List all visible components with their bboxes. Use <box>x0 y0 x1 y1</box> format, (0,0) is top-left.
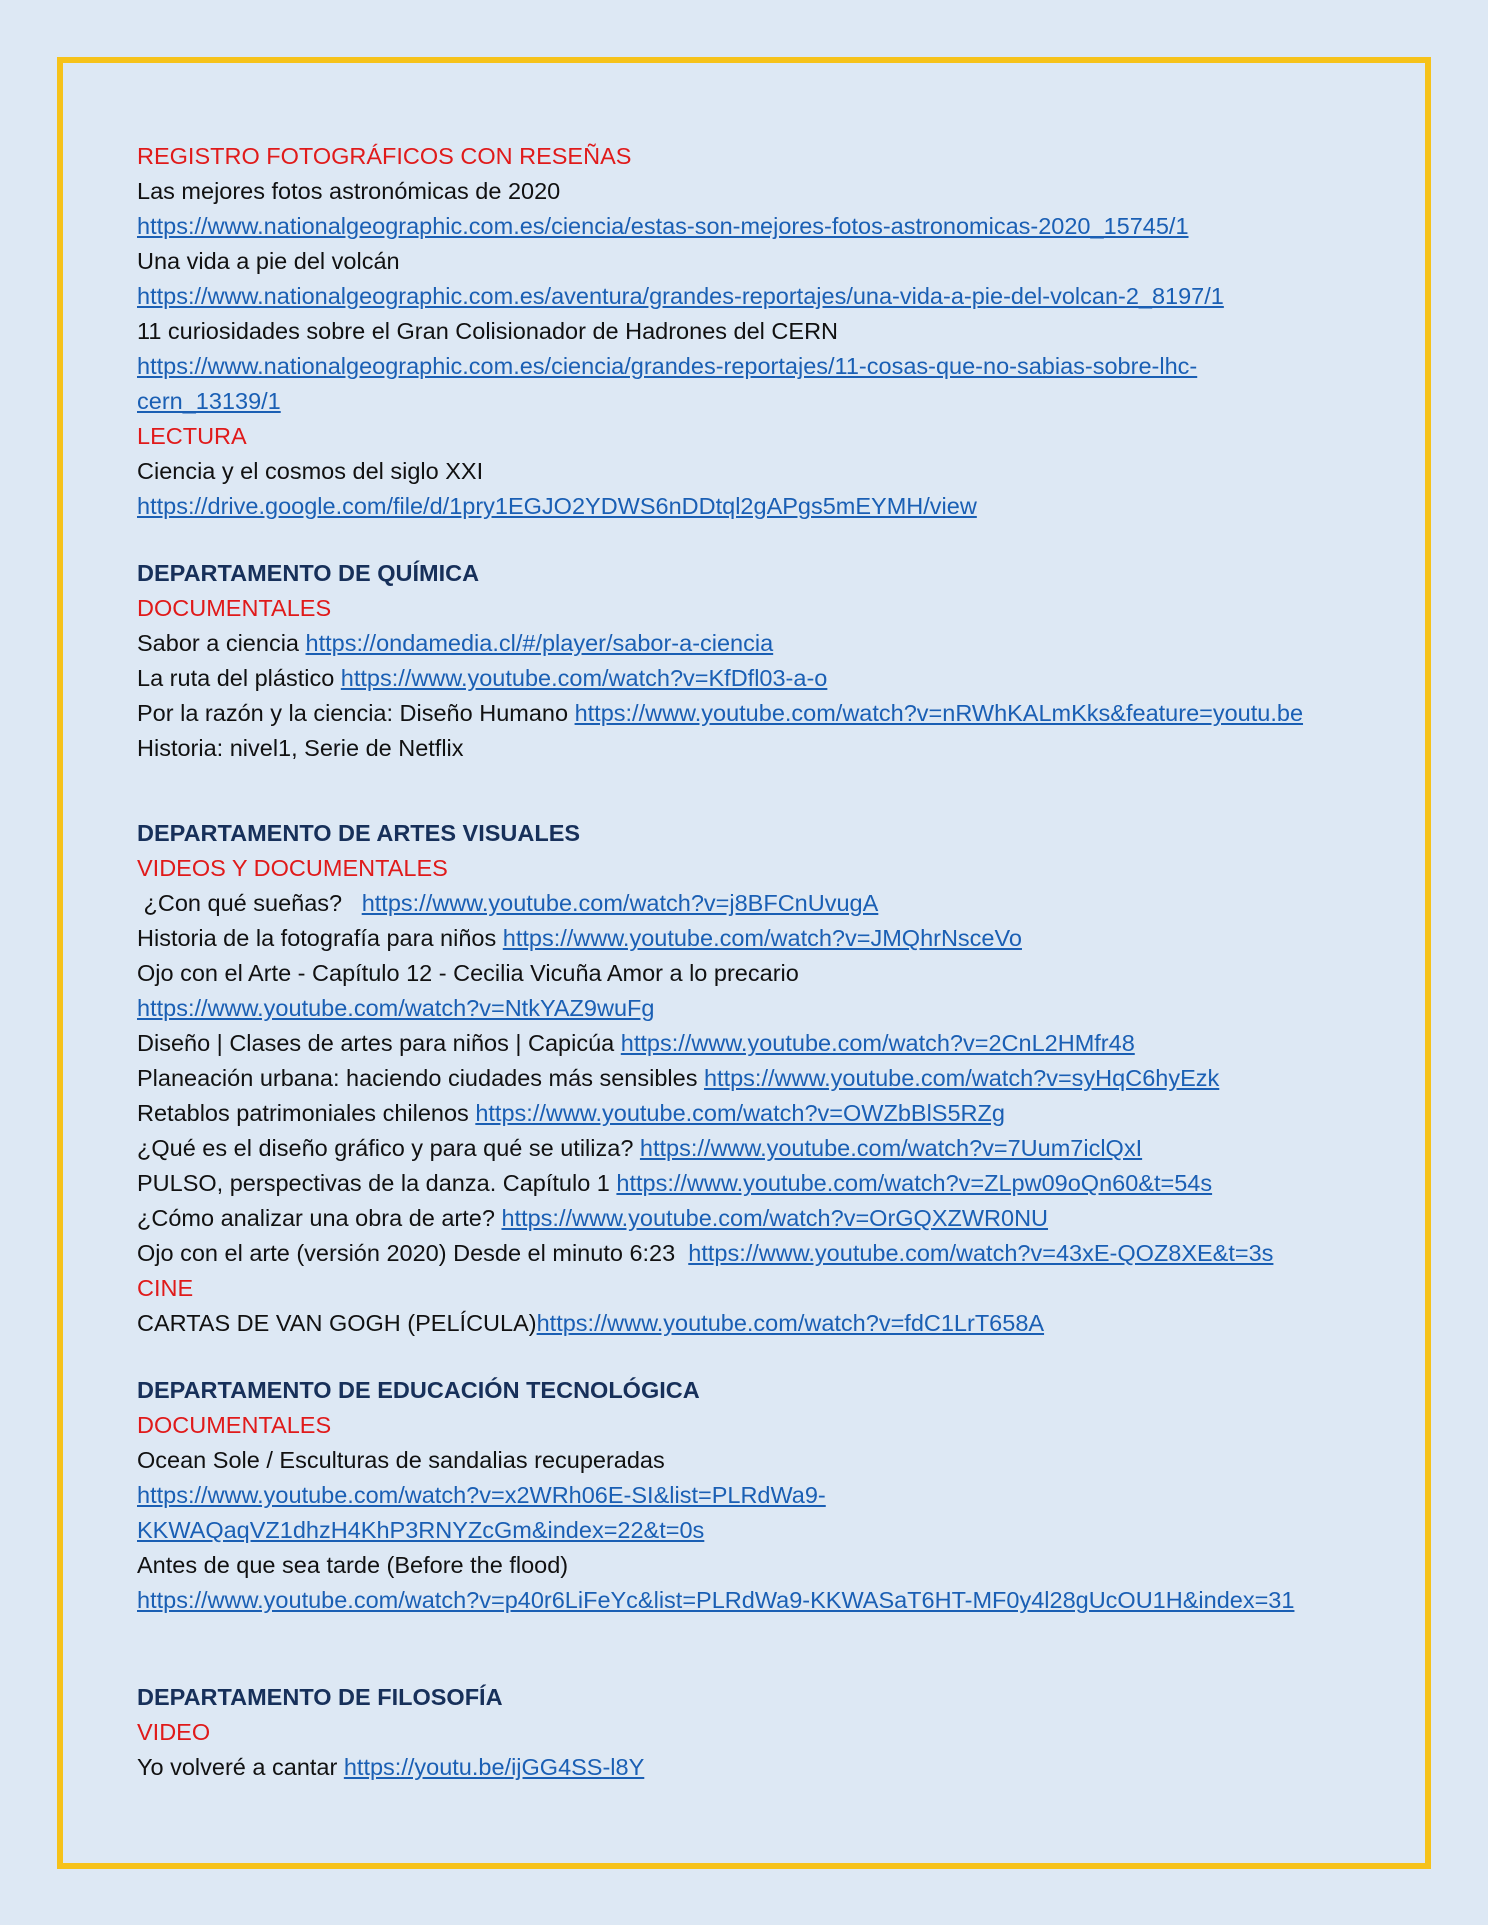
item-title: Antes de que sea tarde (Before the flood) <box>137 1552 569 1578</box>
list-item: Por la razón y la ciencia: Diseño Humano https://www.youtube.com/watch?v=nRWhKALmKks&feature=youtu.be <box>137 700 1304 726</box>
item-title: Una vida a pie del volcán <box>137 248 400 274</box>
dept-heading-tecnologica: DEPARTAMENTO DE EDUCACIÓN TECNOLÓGICA <box>137 1377 700 1403</box>
link-fotos-astronomicas[interactable]: https://www.nationalgeographic.com.es/ciencia/estas-son-mejores-fotos-astronomicas-2020_15745/1 <box>137 213 1189 239</box>
item-title: Ocean Sole / Esculturas de sandalias recuperadas <box>137 1447 665 1473</box>
link-retablos[interactable]: https://www.youtube.com/watch?v=OWZbBlS5RZg <box>475 1100 1005 1126</box>
spacer <box>137 766 1377 816</box>
link-cern-cont[interactable]: cern_13139/1 <box>137 388 281 414</box>
dept-heading-quimica: DEPARTAMENTO DE QUÍMICA <box>137 560 480 586</box>
dept-heading-artes: DEPARTAMENTO DE ARTES VISUALES <box>137 820 581 846</box>
link-capicua[interactable]: https://www.youtube.com/watch?v=2CnL2HMfr48 <box>620 1030 1135 1056</box>
sub-heading-video: VIDEO <box>137 1719 211 1745</box>
spacer <box>137 1341 1377 1373</box>
list-item: Yo volveré a cantar https://youtu.be/ijGG4SS-l8Y <box>137 1754 645 1780</box>
list-item: CARTAS DE VAN GOGH (PELÍCULA)https://www.youtube.com/watch?v=fdC1LrT658A <box>137 1310 1045 1336</box>
list-item: ¿Con qué sueñas? https://www.youtube.com/watch?v=j8BFCnUvugA <box>137 890 879 916</box>
list-item: La ruta del plástico https://www.youtube.com/watch?v=KfDfl03-a-o <box>137 665 828 691</box>
list-item: ¿Qué es el diseño gráfico y para qué se utiliza? https://www.youtube.com/watch?v=7Uum7iclQxI <box>137 1135 1143 1161</box>
list-item: Planeación urbana: haciendo ciudades más sensibles https://www.youtube.com/watch?v=syHqC6hyEzk <box>137 1065 1220 1091</box>
resource-list <box>137 139 1377 1785</box>
link-pulso[interactable]: https://www.youtube.com/watch?v=ZLpw09oQn60&t=54s <box>616 1170 1213 1196</box>
link-analizar-obra[interactable]: https://www.youtube.com/watch?v=OrGQXZWR0NU <box>501 1205 1049 1231</box>
sub-heading-documentales: DOCUMENTALES <box>137 1412 332 1438</box>
link-ruta-plastico[interactable]: https://www.youtube.com/watch?v=KfDfl03-a-o <box>340 665 828 691</box>
item-title: Ciencia y el cosmos del siglo XXI <box>137 458 484 484</box>
link-van-gogh[interactable]: https://www.youtube.com/watch?v=fdC1LrT658A <box>536 1310 1045 1336</box>
link-ciencia-cosmos[interactable]: https://drive.google.com/file/d/1pry1EGJO2YDWS6nDDtql2gAPgs5mEYMH/view <box>137 493 977 519</box>
item-title: Historia: nivel1, Serie de Netflix <box>137 735 464 761</box>
spacer <box>137 1618 1377 1680</box>
list-item: Retablos patrimoniales chilenos https://www.youtube.com/watch?v=OWZbBlS5RZg <box>137 1100 1005 1126</box>
sub-heading-documentales: DOCUMENTALES <box>137 595 332 621</box>
section-header-registro: REGISTRO FOTOGRÁFICOS CON RESEÑAS <box>137 143 632 169</box>
link-con-que-suenas[interactable]: https://www.youtube.com/watch?v=j8BFCnUvugA <box>361 890 879 916</box>
link-ocean-sole-cont[interactable]: KKWAQaqVZ1dhzH4KhP3RNYZcGm&index=22&t=0s <box>137 1517 705 1543</box>
link-planeacion-urbana[interactable]: https://www.youtube.com/watch?v=syHqC6hyEzk <box>703 1065 1220 1091</box>
link-sabor-ciencia[interactable]: https://ondamedia.cl/#/player/sabor-a-ciencia <box>305 630 774 656</box>
list-item: Ojo con el arte (versión 2020) Desde el minuto 6:23 https://www.youtube.com/watch?v=43xE-QOZ8XE&t=3s <box>137 1240 1274 1266</box>
sub-heading-videos: VIDEOS Y DOCUMENTALES <box>137 855 448 881</box>
link-diseno-humano[interactable]: https://www.youtube.com/watch?v=nRWhKALmKks&feature=youtu.be <box>574 700 1304 726</box>
sub-heading-cine: CINE <box>137 1275 194 1301</box>
list-item: Sabor a ciencia https://ondamedia.cl/#/player/sabor-a-ciencia <box>137 630 774 656</box>
spacer <box>137 524 1377 556</box>
list-item: PULSO, perspectivas de la danza. Capítulo 1 https://www.youtube.com/watch?v=ZLpw09oQn60&t=54s <box>137 1170 1213 1196</box>
list-item: Historia de la fotografía para niños https://www.youtube.com/watch?v=JMQhrNsceVo <box>137 925 1022 951</box>
dept-heading-filosofia: DEPARTAMENTO DE FILOSOFÍA <box>137 1684 503 1710</box>
link-diseno-grafico[interactable]: https://www.youtube.com/watch?v=7Uum7iclQxI <box>639 1135 1143 1161</box>
section-header-lectura: LECTURA <box>137 423 247 449</box>
list-item: ¿Cómo analizar una obra de arte? https://www.youtube.com/watch?v=OrGQXZWR0NU <box>137 1205 1049 1231</box>
link-yo-volvere[interactable]: https://youtu.be/ijGG4SS-l8Y <box>343 1754 645 1780</box>
link-ojo-arte-2020[interactable]: https://www.youtube.com/watch?v=43xE-QOZ8XE&t=3s <box>688 1240 1274 1266</box>
link-vida-volcan[interactable]: https://www.nationalgeographic.com.es/aventura/grandes-reportajes/una-vida-a-pie-del-volcan-2_8197/1 <box>137 283 1224 309</box>
item-title: Ojo con el Arte - Capítulo 12 - Cecilia Vicuña Amor a lo precario <box>137 960 799 986</box>
link-before-flood[interactable]: https://www.youtube.com/watch?v=p40r6LiFeYc&list=PLRdWa9-KKWASaT6HT-MF0y4l28gUcOU1H&index=31 <box>137 1587 1295 1613</box>
list-item: Diseño | Clases de artes para niños | Capicúa https://www.youtube.com/watch?v=2CnL2HMfr48 <box>137 1030 1135 1056</box>
item-title: 11 curiosidades sobre el Gran Colisionador de Hadrones del CERN <box>137 318 839 344</box>
item-title: Las mejores fotos astronómicas de 2020 <box>137 178 561 204</box>
link-historia-fotografia[interactable]: https://www.youtube.com/watch?v=JMQhrNsceVo <box>502 925 1022 951</box>
link-cern[interactable]: https://www.nationalgeographic.com.es/ciencia/grandes-reportajes/11-cosas-que-no-sabias-sobre-lhc- <box>137 353 1198 379</box>
link-ojo-arte-12[interactable]: https://www.youtube.com/watch?v=NtkYAZ9wuFg <box>137 995 655 1021</box>
link-ocean-sole[interactable]: https://www.youtube.com/watch?v=x2WRh06E-SI&list=PLRdWa9- <box>137 1482 826 1508</box>
